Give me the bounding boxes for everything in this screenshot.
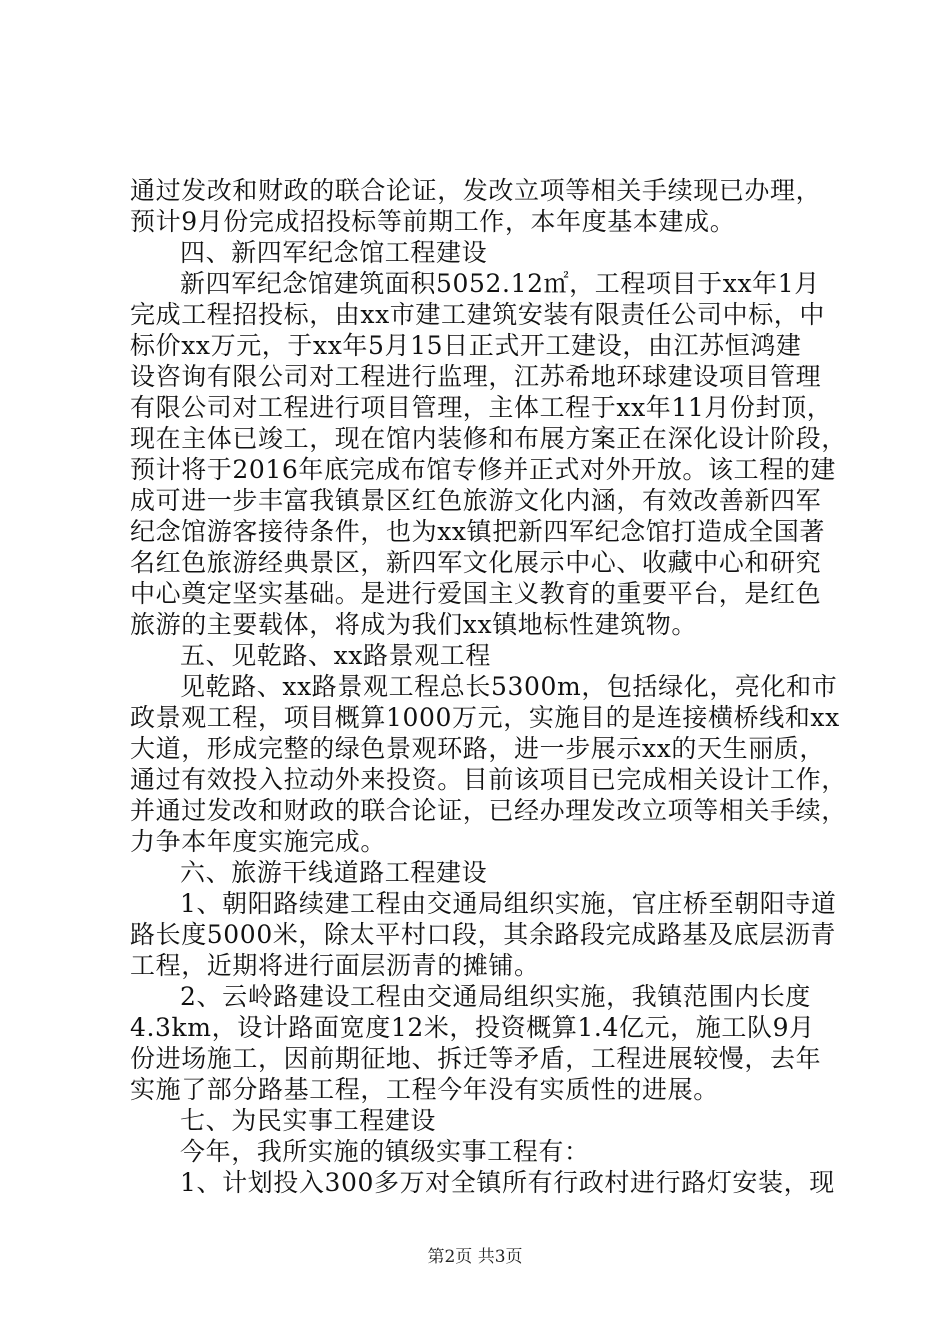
text-line: 中心奠定坚实基础。是进行爱国主义教育的重要平台，是红色: [130, 579, 822, 608]
text-line: 预计将于2016年底完成布馆专修并正式对外开放。该工程的建: [130, 455, 837, 484]
text-line: 1、计划投入300多万对全镇所有行政村进行路灯安装，现: [180, 1168, 835, 1197]
text-line: 通过发改和财政的联合论证，发改立项等相关手续现已办理，: [130, 176, 822, 205]
text-line: 2、云岭路建设工程由交通局组织实施，我镇范围内长度: [180, 982, 811, 1011]
text-line: 实施了部分路基工程，工程今年没有实质性的进展。: [130, 1075, 719, 1104]
text-line: 有限公司对工程进行项目管理，主体工程于xx年11月份封顶，: [130, 393, 833, 422]
text-line: 现在主体已竣工，现在馆内装修和布展方案正在深化设计阶段，: [130, 424, 847, 453]
section-heading: 四、新四军纪念馆工程建设: [180, 238, 488, 267]
text-line: 设咨询有限公司对工程进行监理，江苏希地环球建设项目管理: [130, 362, 822, 391]
text-line: 大道，形成完整的绿色景观环路，进一步展示xx的天生丽质，: [130, 734, 826, 763]
text-line: 成可进一步丰富我镇景区红色旅游文化内涵，有效改善新四军: [130, 486, 822, 515]
text-line: 新四军纪念馆建筑面积5052.12㎡，工程项目于xx年1月: [180, 269, 820, 298]
text-line: 名红色旅游经典景区，新四军文化展示中心、收藏中心和研究: [130, 548, 822, 577]
text-line: 份进场施工，因前期征地、拆迁等矛盾，工程进展较慢，去年: [130, 1044, 822, 1073]
text-line: 通过有效投入拉动外来投资。目前该项目已完成相关设计工作，: [130, 765, 847, 794]
text-line: 1、朝阳路续建工程由交通局组织实施，官庄桥至朝阳寺道: [180, 889, 837, 918]
text-line: 4.3km，设计路面宽度12米，投资概算1.4亿元，施工队9月: [130, 1013, 815, 1042]
text-line: 预计9月份完成招投标等前期工作，本年度基本建成。: [130, 207, 736, 236]
text-line: 并通过发改和财政的联合论证，已经办理发改立项等相关手续，: [130, 796, 847, 825]
section-heading: 六、旅游干线道路工程建设: [180, 858, 488, 887]
section-heading: 五、见乾路、xx路景观工程: [180, 641, 491, 670]
page-footer: 第2页 共3页: [427, 1247, 523, 1267]
text-line: 工程，近期将进行面层沥青的摊铺。: [130, 951, 540, 980]
text-line: 政景观工程，项目概算1000万元，实施目的是连接横桥线和xx: [130, 703, 840, 732]
text-line: 完成工程招投标，由xx市建工建筑安装有限责任公司中标，中: [130, 300, 826, 329]
text-line: 力争本年度实施完成。: [130, 827, 387, 856]
text-line: 纪念馆游客接待条件，也为xx镇把新四军纪念馆打造成全国著: [130, 517, 826, 546]
section-heading: 七、为民实事工程建设: [180, 1106, 437, 1135]
text-line: 旅游的主要载体，将成为我们xx镇地标性建筑物。: [130, 610, 697, 639]
text-line: 见乾路、xx路景观工程总长5300m，包括绿化，亮化和市: [180, 672, 838, 701]
text-line: 标价xx万元，于xx年5月15日正式开工建设，由江苏恒鸿建: [130, 331, 802, 360]
text-line: 今年，我所实施的镇级实事工程有：: [180, 1137, 590, 1166]
text-line: 路长度5000米，除太平村口段，其余路段完成路基及底层沥青: [130, 920, 837, 949]
